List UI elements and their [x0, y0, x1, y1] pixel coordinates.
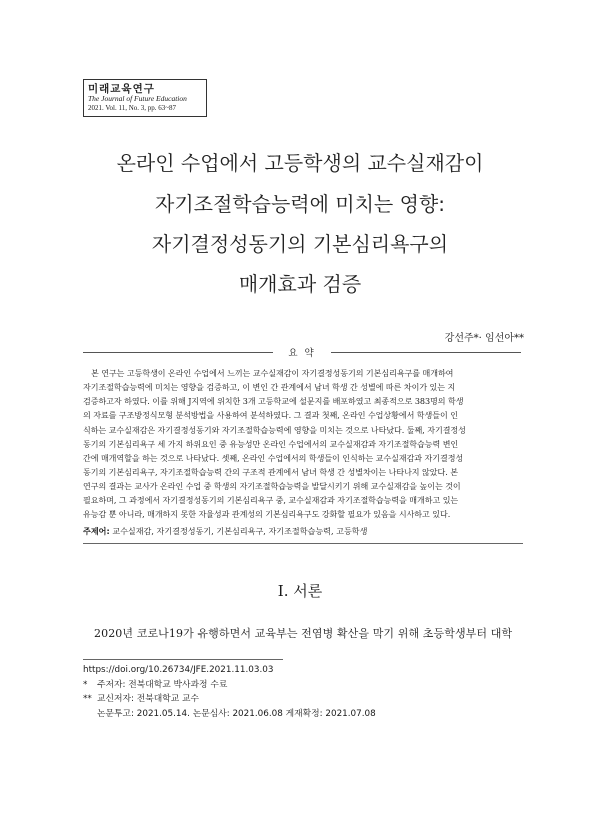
abstract-line: 유능감 뿐 아니라, 매개하지 못한 자율성과 관계성의 기본심리욕구도 강화할 필요가 있음을 시사하고 있다.: [83, 510, 451, 520]
abstract-line: 연구의 결과는 교사가 온라인 수업 중 학생의 자기조절학습능력을 발달시키기 위해 교수실재감을 높이는 것이: [83, 482, 461, 492]
abstract-line: 식하는 교수실재감은 자기결정성동기와 자기조절학습능력에 영향을 미치는 것으로 나타났다. 둘째, 자기결정성: [83, 425, 466, 435]
body-text: 2020년 코로나19가 유행하면서 교육부는 전염병 확산을 막기 위해 초등학생부터 대학: [94, 627, 513, 640]
title-line-1: 온라인 수업에서 고등학생의 교수실재감이: [116, 151, 484, 175]
footnote-dates: 논문투고: 2021.05.14. 논문심사: 2021.06.08 게재확정: 2021.07.08: [97, 708, 376, 719]
abstract-line: 동기의 기본심리욕구 세 가지 하위요인 중 유능성만 온라인 수업에서의 교수실재감과 자기조절학습능력 변인: [83, 439, 459, 449]
abstract-header: [83, 345, 521, 359]
abstract-line: 의 자료를 구조방정식모형 분석방법을 사용하여 분석하였다. 그 결과 첫째, 온라인 수업상황에서 학생들이 인: [83, 411, 458, 421]
abstract-body: [83, 367, 523, 523]
title-line-3: 자기결정성동기의 기본심리욕구의: [151, 232, 449, 256]
title-line-2: 자기조절학습능력에 미치는 영향:: [155, 192, 445, 216]
abstract-line: 검증하고자 하였다. 이를 위해 J지역에 위치한 3개 고등학교에 설문지를 배포하였고 최종적으로 383명의 학생: [83, 397, 464, 407]
journal-volume-info: 2021. Vol. 11, No. 3, pp. 63~87: [88, 104, 177, 112]
journal-korean-name: 미래교육연구: [88, 83, 155, 95]
doi-link[interactable]: https://doi.org/10.26734/JFE.2021.11.03.03: [83, 665, 274, 675]
abstract-line: 동기의 기본심리욕구, 자기조절학습능력 간의 구조적 관계에서 남녀 학생 간 성별차이는 나타나지 않았다. 본: [83, 467, 458, 477]
body-first-line: [83, 625, 528, 641]
footnote-author2: [83, 692, 376, 707]
abstract-label: 요 약: [288, 348, 316, 359]
footnote-author1: [83, 678, 376, 693]
keywords-label: 주제어:: [83, 526, 110, 536]
journal-info-box: [83, 79, 207, 117]
journal-english-name: The Journal of Future Education: [88, 94, 187, 103]
abstract-line: 본 연구는 고등학생이 온라인 수업에서 느끼는 교수실재감이 자기결정성동기의 기본심리욕구를 매개하여: [91, 369, 454, 378]
footnote-mark: **: [83, 694, 92, 704]
section-title: I. 서론: [277, 582, 323, 600]
keywords-divider: [83, 543, 523, 544]
abstract-line: 필요하며, 그 과정에서 자기결정성동기의 기본심리욕구 중, 교수실재감과 자기조절학습능력을 매개하고 있는: [83, 496, 459, 506]
abstract-line: 자기조절학습능력에 미치는 영향을 검증하고, 이 변인 간 관계에서 남녀 학생 간 성별에 따른 차이가 있는 지: [83, 383, 456, 393]
authors: 강선주*· 임선아**: [444, 333, 524, 344]
footnote-text: 주저자: 전북대학교 박사과정 수료: [97, 679, 228, 690]
footnote-divider: [83, 659, 283, 660]
keywords-text: 교수실재감, 자기결정성동기, 기본심리욕구, 자기조절학습능력, 고등학생: [112, 526, 368, 536]
footnote-text: 교신저자: 전북대학교 교수: [97, 694, 200, 704]
footnote-mark: *: [83, 679, 88, 690]
footnotes: [83, 663, 376, 721]
title-line-4: 매개효과 검증: [238, 272, 362, 296]
keywords: [83, 526, 367, 537]
abstract-line: 간에 매개역할을 하는 것으로 나타났다. 셋째, 온라인 수업에서의 학생들이 인식하는 교수실재감과 자기결정성: [83, 453, 464, 463]
